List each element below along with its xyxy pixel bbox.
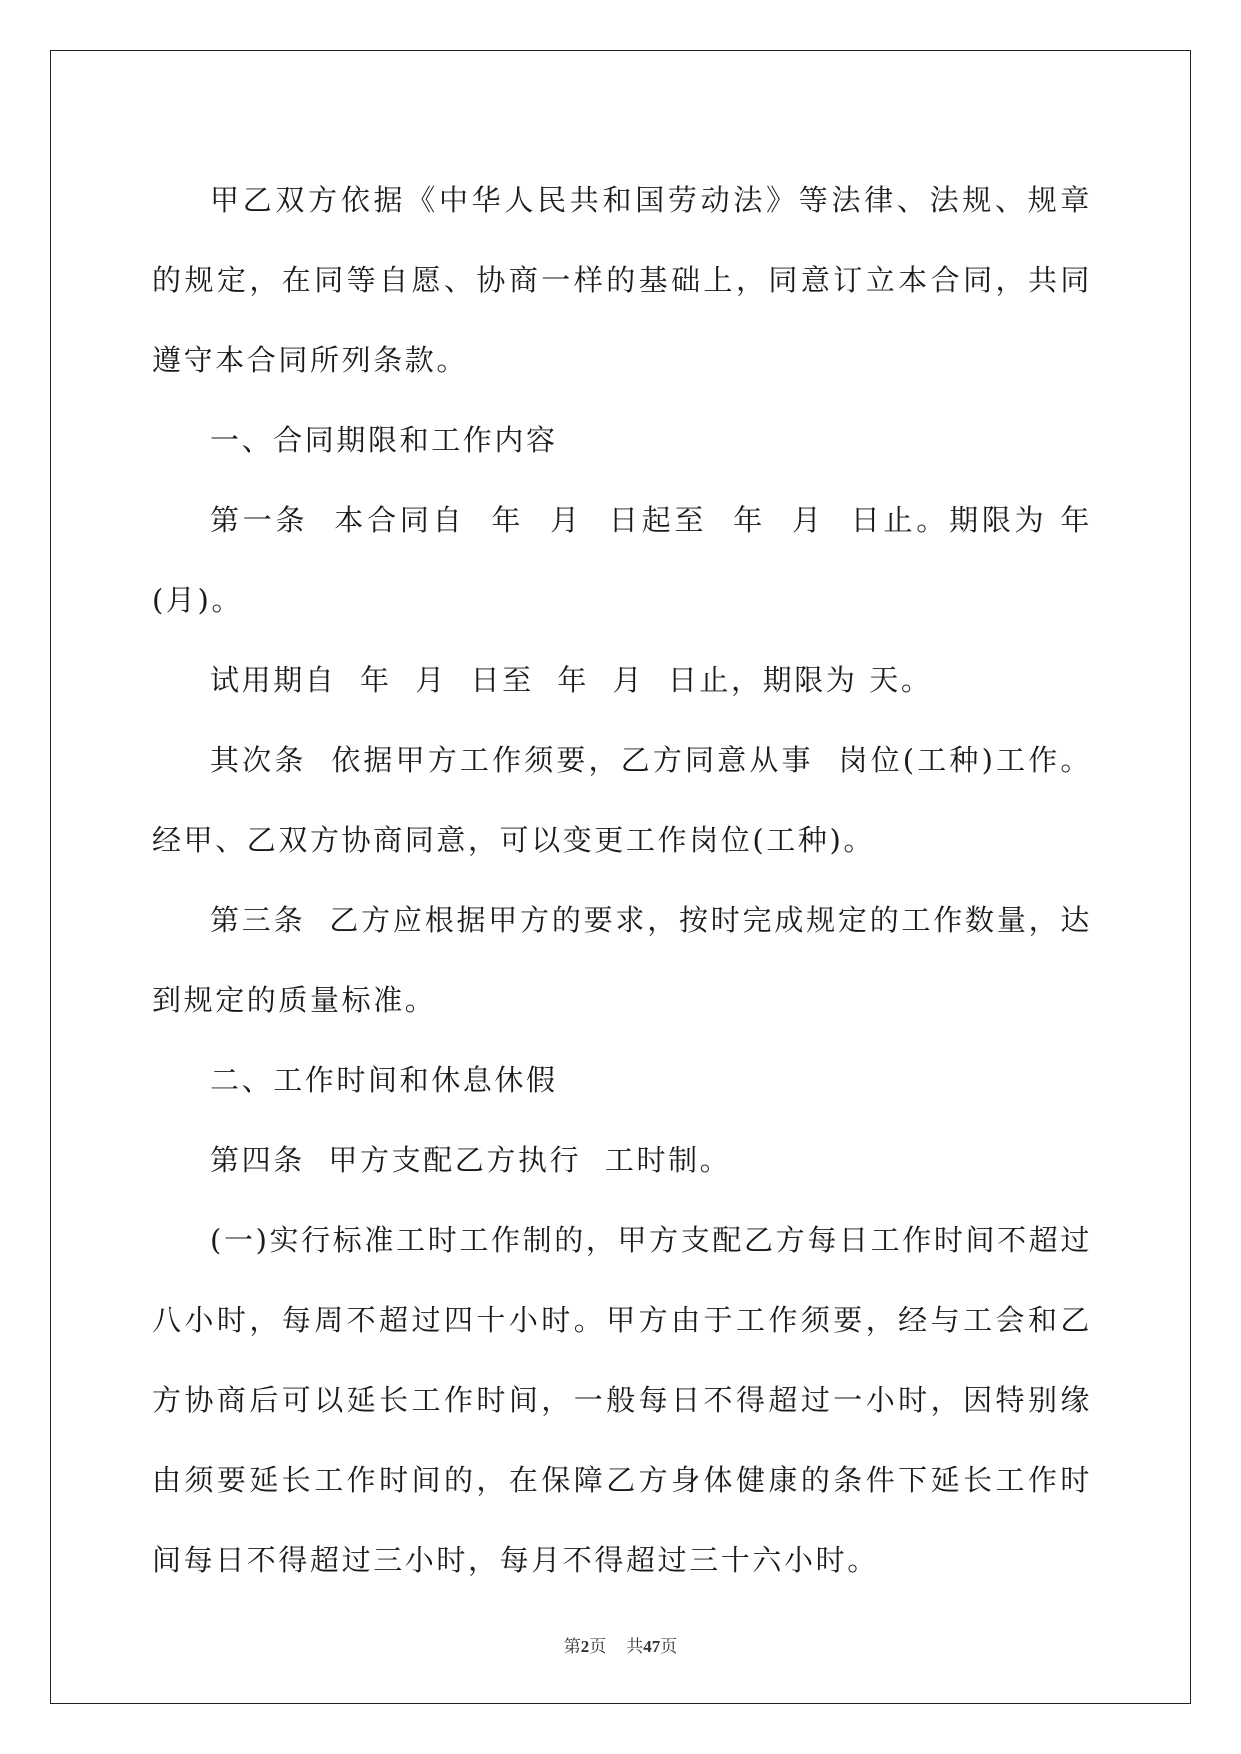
section-heading-1: 一、合同期限和工作内容: [210, 423, 558, 457]
article-1-probation: 试用期自 年 月 日至 年 月 日止，期限为 天。: [210, 663, 933, 697]
total-pages: 47: [643, 1637, 661, 1656]
page-prefix: 第: [563, 1637, 581, 1656]
paragraph-intro: 甲乙双方依据《中华人民共和国劳动法》等法律、法规、规章的规定，在同等自愿、协商一样的基础上，同意订立本合同，共同遵守本合同所列条款。: [152, 183, 1092, 377]
article-4-clause-1: (一)实行标准工时工作制的，甲方支配乙方每日工作时间不超过八小时，每周不超过四十小时。甲方由于工作须要，经与工会和乙方协商后可以延长工作时间，一般每日不得超过一小时，因特别缘由须要延长工作时间的，在保障乙方身体健康的条件下延长工作时间每日不得超过三小时，每月不得超过三十六小时。: [152, 1223, 1092, 1577]
total-prefix: 共: [626, 1637, 644, 1656]
total-suffix: 页: [660, 1637, 678, 1656]
page-number: 2: [580, 1637, 590, 1656]
section-heading-2: 二、工作时间和休息休假: [210, 1063, 558, 1097]
document-body: [152, 160, 1092, 1600]
article-4: 第四条 甲方支配乙方执行 工时制。: [210, 1143, 732, 1177]
article-3: 第三条 乙方应根据甲方的要求，按时完成规定的工作数量，达到规定的质量标准。: [152, 903, 1092, 1017]
article-2: 其次条 依据甲方工作须要，乙方同意从事 岗位(工种)工作。经甲、乙双方协商同意，可以变更工作岗位(工种)。: [152, 743, 1092, 857]
page-footer: [0, 1632, 1241, 1657]
article-1: 第一条 本合同自 年 月 日起至 年 月 日止。期限为 年(月)。: [152, 503, 1092, 617]
page-suffix: 页: [589, 1637, 607, 1656]
